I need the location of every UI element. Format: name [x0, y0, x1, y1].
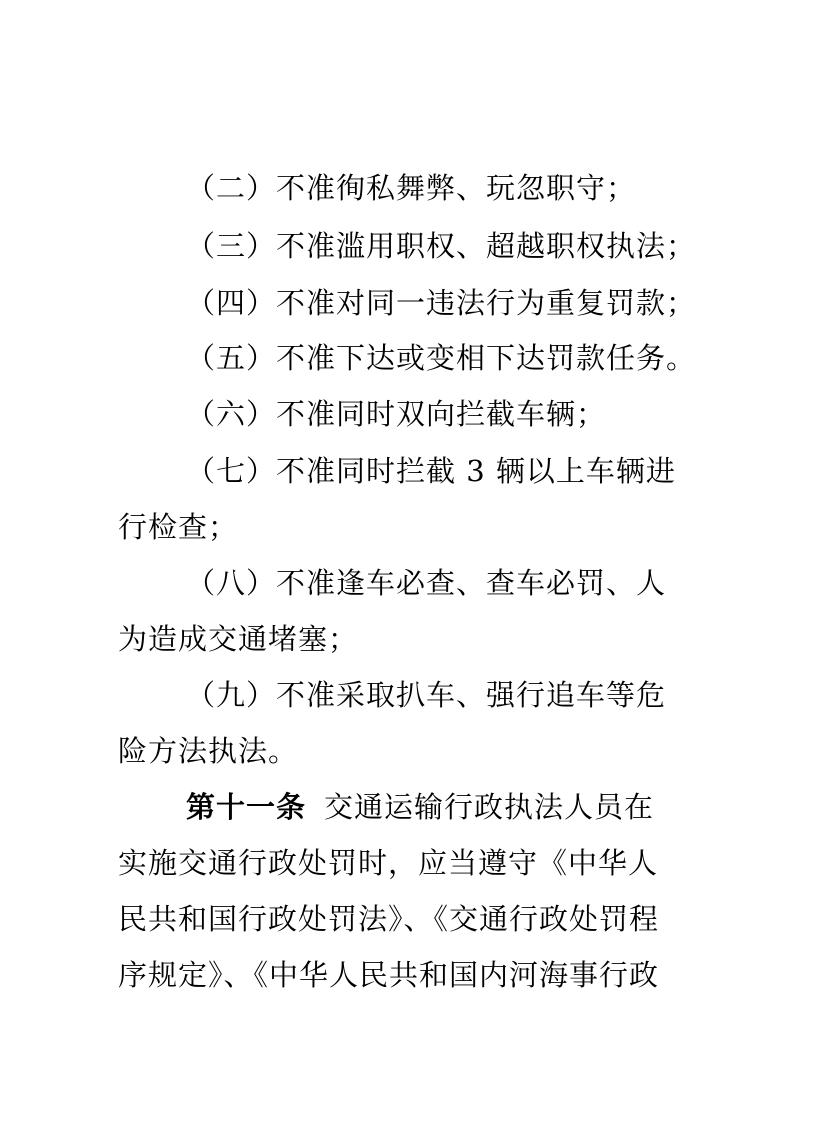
list-item: [186, 394, 746, 434]
item-marker: （五）: [186, 341, 277, 375]
item-text: 不准滥用职权、超越职权执法；: [276, 229, 697, 263]
item-marker: （九）: [186, 678, 277, 712]
list-item-continuation: 为造成交通堵塞；: [118, 622, 359, 656]
item-marker: （八）: [186, 566, 277, 600]
item-text: 不准逢车必查、查车必罚、人: [276, 566, 667, 600]
list-item: [186, 563, 746, 603]
list-item: [186, 283, 746, 323]
article-first-line: [186, 787, 746, 827]
article-line: 实施交通行政处罚时，应当遵守《中华人: [118, 846, 659, 880]
item-text: 不准采取扒车、强行追车等危: [276, 678, 667, 712]
list-item: [186, 675, 746, 715]
item-marker: （六）: [186, 397, 277, 431]
article-line: 序规定》、《中华人民共和国内河海事行政: [118, 958, 660, 992]
item-text: 不准下达或变相下达罚款任务。: [276, 341, 697, 375]
list-item: [186, 226, 746, 266]
list-item: [186, 338, 746, 378]
list-item: [186, 451, 746, 491]
list-item: [186, 168, 746, 208]
item-marker: （二）: [186, 171, 277, 205]
article-line: 民共和国行政处罚法》、《交通行政处罚程: [118, 902, 660, 936]
item-marker: （三）: [186, 229, 277, 263]
item-text: 不准同时拦截 3 辆以上车辆进: [276, 454, 676, 488]
list-item-continuation: 行检查；: [118, 510, 239, 544]
item-text: 不准对同一违法行为重复罚款；: [276, 286, 697, 320]
item-marker: （七）: [186, 454, 277, 488]
list-item-continuation: 险方法执法。: [118, 734, 299, 768]
article-text: 交通运输行政执法人员在: [324, 790, 655, 824]
item-text: 不准徇私舞弊、玩忽职守；: [276, 171, 637, 205]
item-marker: （四）: [186, 286, 277, 320]
article-heading: 第十一条: [186, 790, 307, 824]
item-text: 不准同时双向拦截车辆；: [276, 397, 607, 431]
